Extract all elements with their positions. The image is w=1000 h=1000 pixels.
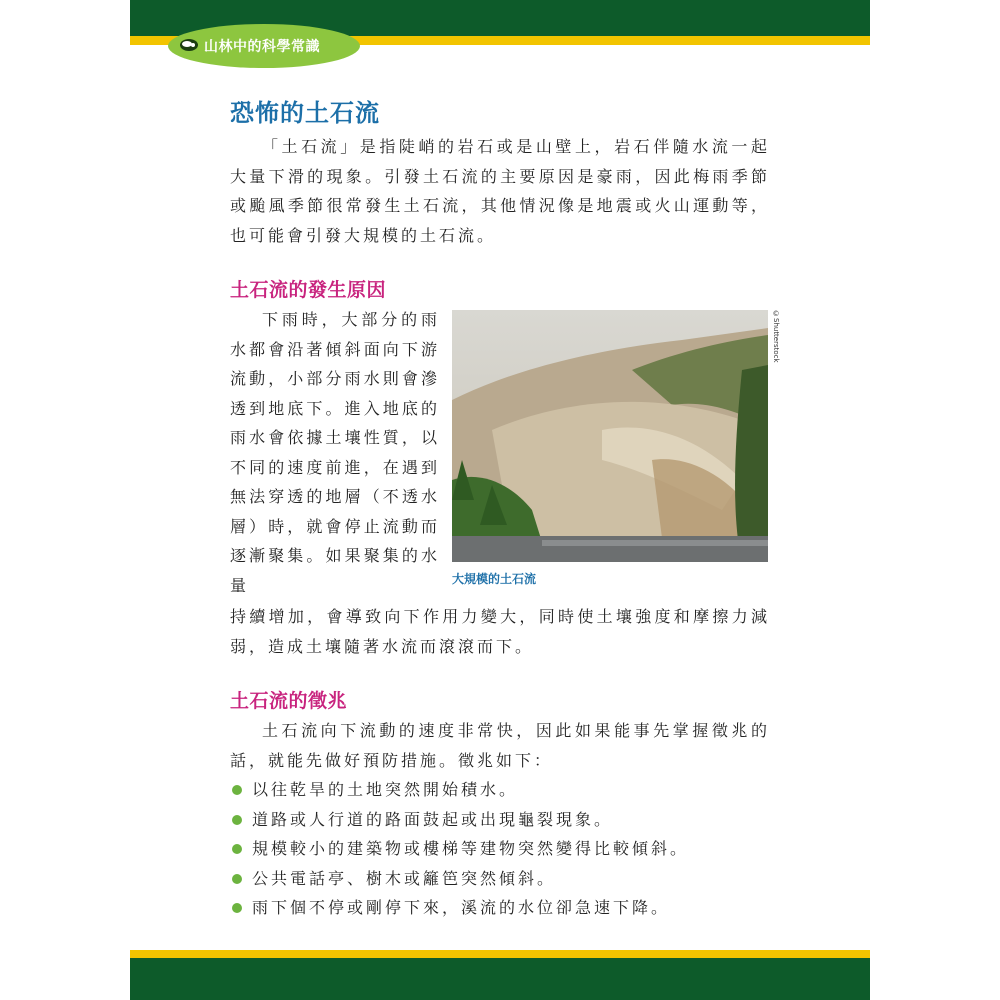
section-heading-causes: 土石流的發生原因: [230, 279, 387, 301]
bullet-dot-icon: [232, 903, 242, 913]
intro-paragraph: 「土石流」是指陡峭的岩石或是山壁上，岩石伴隨水流一起大量下滑的現象。引發土石流的主要原因是豪雨，因此梅雨季節或颱風季節很常發生土石流，其他情況像是地震或火山運動等，也可能會引發大規模的土石流。: [230, 137, 770, 245]
bullet-dot-icon: [232, 815, 242, 825]
article-title: 恐怖的土石流: [230, 99, 380, 127]
list-item-text: 以往乾旱的土地突然開始積水。: [252, 780, 519, 799]
landslide-photo: [452, 310, 768, 562]
causes-paragraph-wrapped: 下雨時，大部分的雨水都會沿著傾斜面向下游流動，小部分雨水則會滲透到地底下。進入地底的雨水會依據土壤性質，以不同的速度前進，在遇到無法穿透的地層（不透水層）時，就會停止流動而逐漸聚集。如果聚集的水量: [230, 310, 440, 595]
list-item-text: 道路或人行道的路面鼓起或出現龜裂現象。: [252, 809, 614, 829]
book-page: [130, 0, 870, 1000]
list-item: [230, 893, 790, 923]
photo-caption: 大規模的土石流: [452, 572, 537, 586]
list-item: [230, 834, 790, 864]
section-heading-signs: 土石流的徵兆: [230, 690, 348, 712]
signs-list: [230, 775, 790, 923]
bullet-dot-icon: [232, 785, 242, 795]
leaf-bug-icon: [178, 37, 200, 53]
list-item-text: 公共電話亭、樹木或籬笆突然傾斜。: [252, 868, 557, 888]
list-item-text: 規模較小的建築物或樓梯等建物突然變得比較傾斜。: [252, 839, 690, 858]
list-item: [230, 864, 790, 894]
list-item-text: 雨下個不停或剛停下來，溪流的水位卻急速下降。: [252, 898, 671, 917]
list-item: [230, 805, 790, 835]
bullet-dot-icon: [232, 874, 242, 884]
photo-credit: ©Shutterstock: [772, 310, 780, 363]
bullet-dot-icon: [232, 844, 242, 854]
footer-stripe: [130, 950, 870, 958]
series-title: 山林中的科學常識: [204, 39, 320, 55]
causes-paragraph-full: 持續增加，會導致向下作用力變大，同時使土壤強度和摩擦力減弱，造成土壤隨著水流而滾滾而下。: [230, 607, 770, 656]
list-item: [230, 775, 790, 805]
footer-band: [130, 958, 870, 1000]
signs-paragraph: 土石流向下流動的速度非常快，因此如果能事先掌握徵兆的話，就能先做好預防措施。徵兆如下：: [230, 721, 770, 770]
